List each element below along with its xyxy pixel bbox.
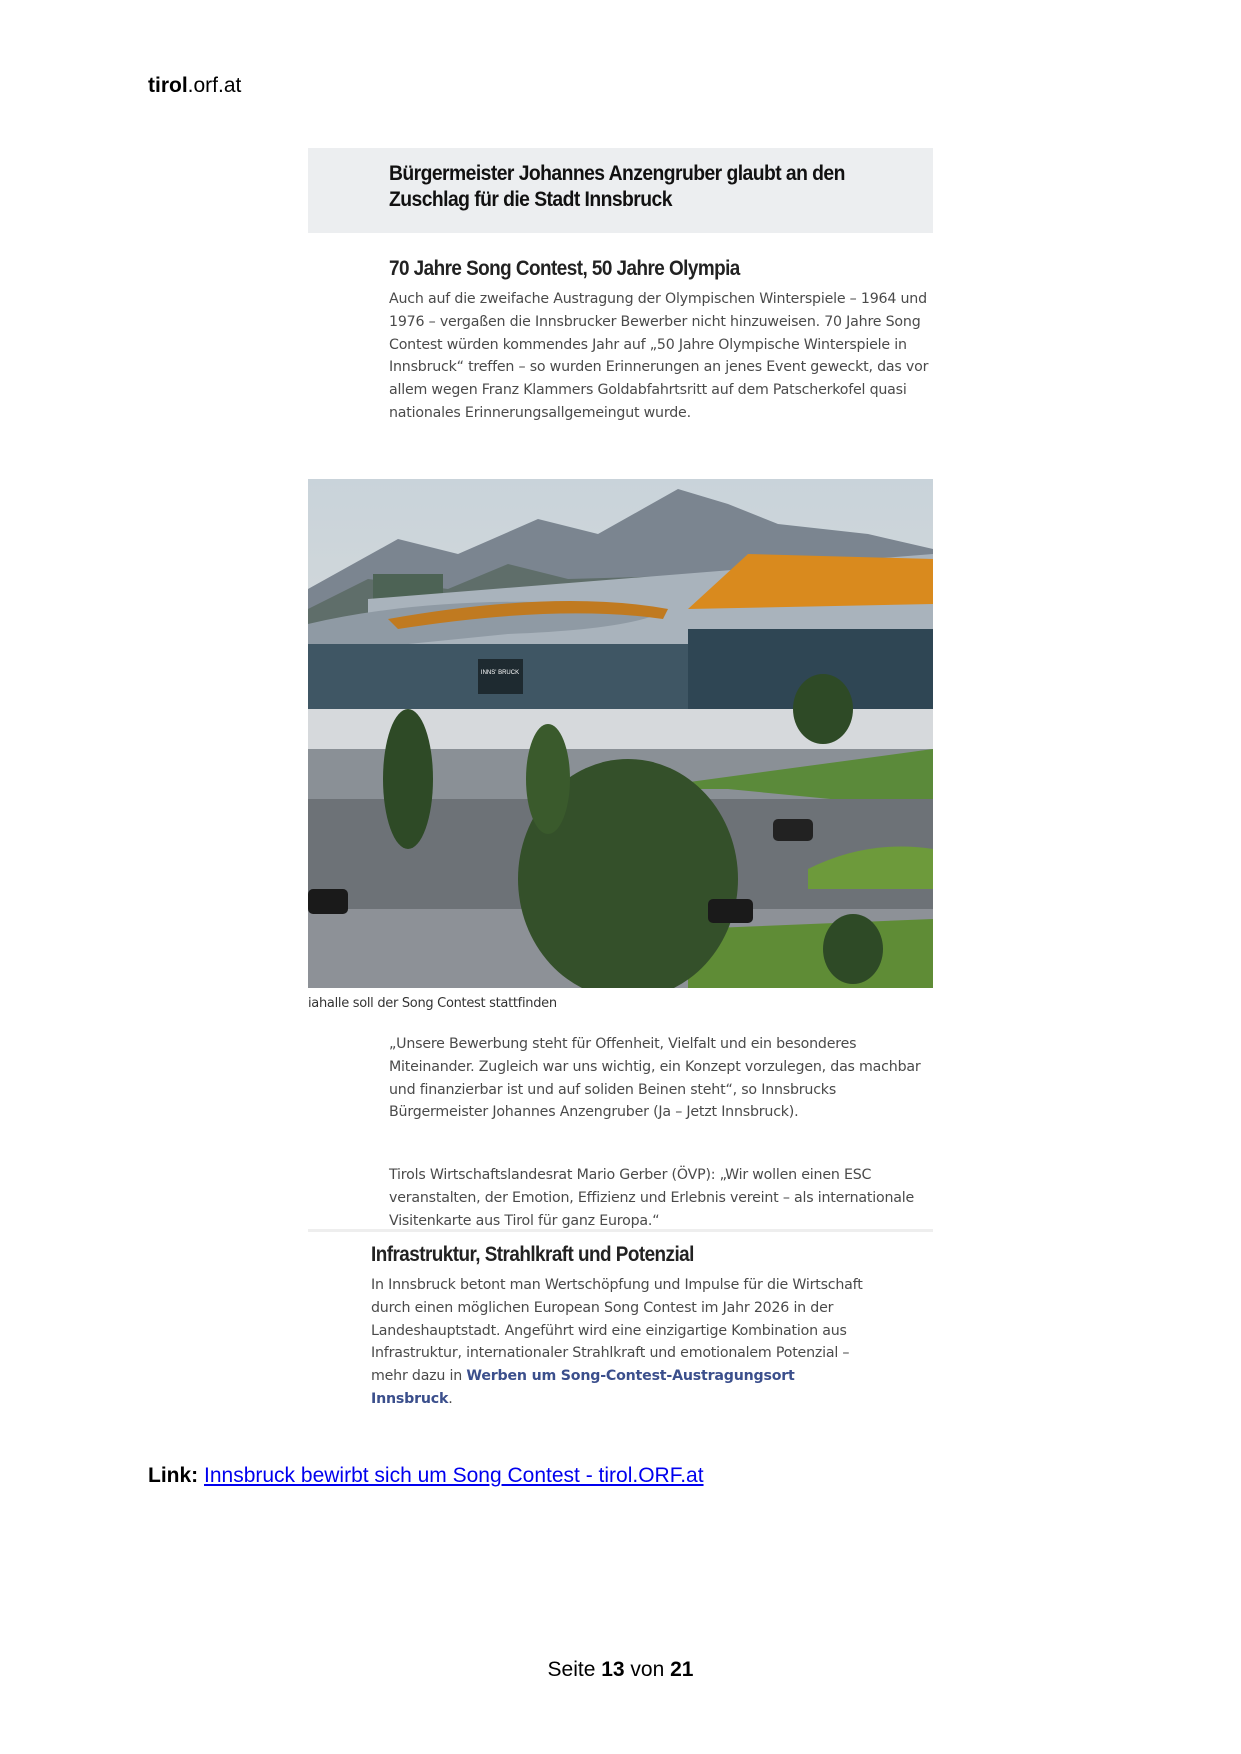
quote-gerber: Tirols Wirtschaftslandesrat Mario Gerber (ÖVP): „Wir wollen einen ESC veranstalten, der Emotion, Effizienz und Erlebnis vereint – als internationale Visitenkarte aus Tirol für ganz Europa.“ (389, 1167, 915, 1229)
arena-photo (308, 479, 933, 988)
headline: Bürgermeister Johannes Anzengruber glaubt an den Zuschlag für die Stadt Innsbruck (389, 162, 845, 211)
site-header (148, 74, 241, 98)
footer-middle: von (624, 1658, 671, 1681)
link-label: Link: (148, 1464, 199, 1487)
section1-text: Auch auf die zweifache Austragung der Olympischen Winterspiele – 1964 und 1976 – vergaßen die Innsbrucker Bewerber nicht hinzuweisen. 70 Jahre Song Contest würden kommendes Jahr auf „50 Jahre Olympische Winterspiele in Innsbruck“ treffen – so wurden Erinnerungen an jenes Event geweckt, das vor allem wegen Franz Klammers Goldabfahrtsritt auf dem Patscherkofel quasi nationales Erinnerungsallgemeingut wurde. (389, 291, 929, 421)
site-name-bold: tirol (148, 74, 188, 97)
headline-box (308, 148, 933, 233)
section1-title: 70 Jahre Song Contest, 50 Jahre Olympia (389, 257, 740, 280)
section2-body: In Innsbruck betont man Wertschöpfung und Impulse für die Wirtschaft durch einen möglichen European Song Contest im Jahr 2026 in der Landeshauptstadt. Angeführt wird eine einzigartige Kombination aus Infrastruktur, internationaler Strahlkraft und emotionalem Potenzial – mehr dazu in (371, 1277, 863, 1385)
site-name-rest: .orf.at (187, 74, 242, 97)
footer-prefix: Seite (547, 1658, 602, 1681)
section2-end: . (448, 1390, 453, 1407)
source-link-line (148, 1464, 704, 1488)
section2-title: Infrastruktur, Strahlkraft und Potenzial (371, 1243, 694, 1266)
related-article-link[interactable]: Werben um Song-Contest-Austragungsort Innsbruck (371, 1368, 795, 1407)
section2-text (371, 1274, 876, 1411)
quote-mayor: „Unsere Bewerbung steht für Offenheit, Vielfalt und ein besonderes Miteinander. Zugleich war uns wichtig, ein Konzept vorzulegen, das machbar und finanzierbar ist und auf soliden Beinen steht“, so Innsbrucks Bürgermeister Johannes Anzengruber (Ja – Jetzt Innsbruck). (389, 1036, 921, 1121)
page-total: 21 (670, 1658, 694, 1681)
photo-caption: iahalle soll der Song Contest stattfinden (308, 996, 557, 1011)
source-link[interactable]: Innsbruck bewirbt sich um Song Contest - tirol.ORF.at (204, 1464, 704, 1487)
page-footer (0, 1658, 1241, 1682)
page-number: 13 (601, 1658, 625, 1681)
section-divider (308, 1229, 933, 1232)
arena-sign: INNS' BRUCK (480, 670, 520, 676)
article-photo (308, 479, 933, 988)
